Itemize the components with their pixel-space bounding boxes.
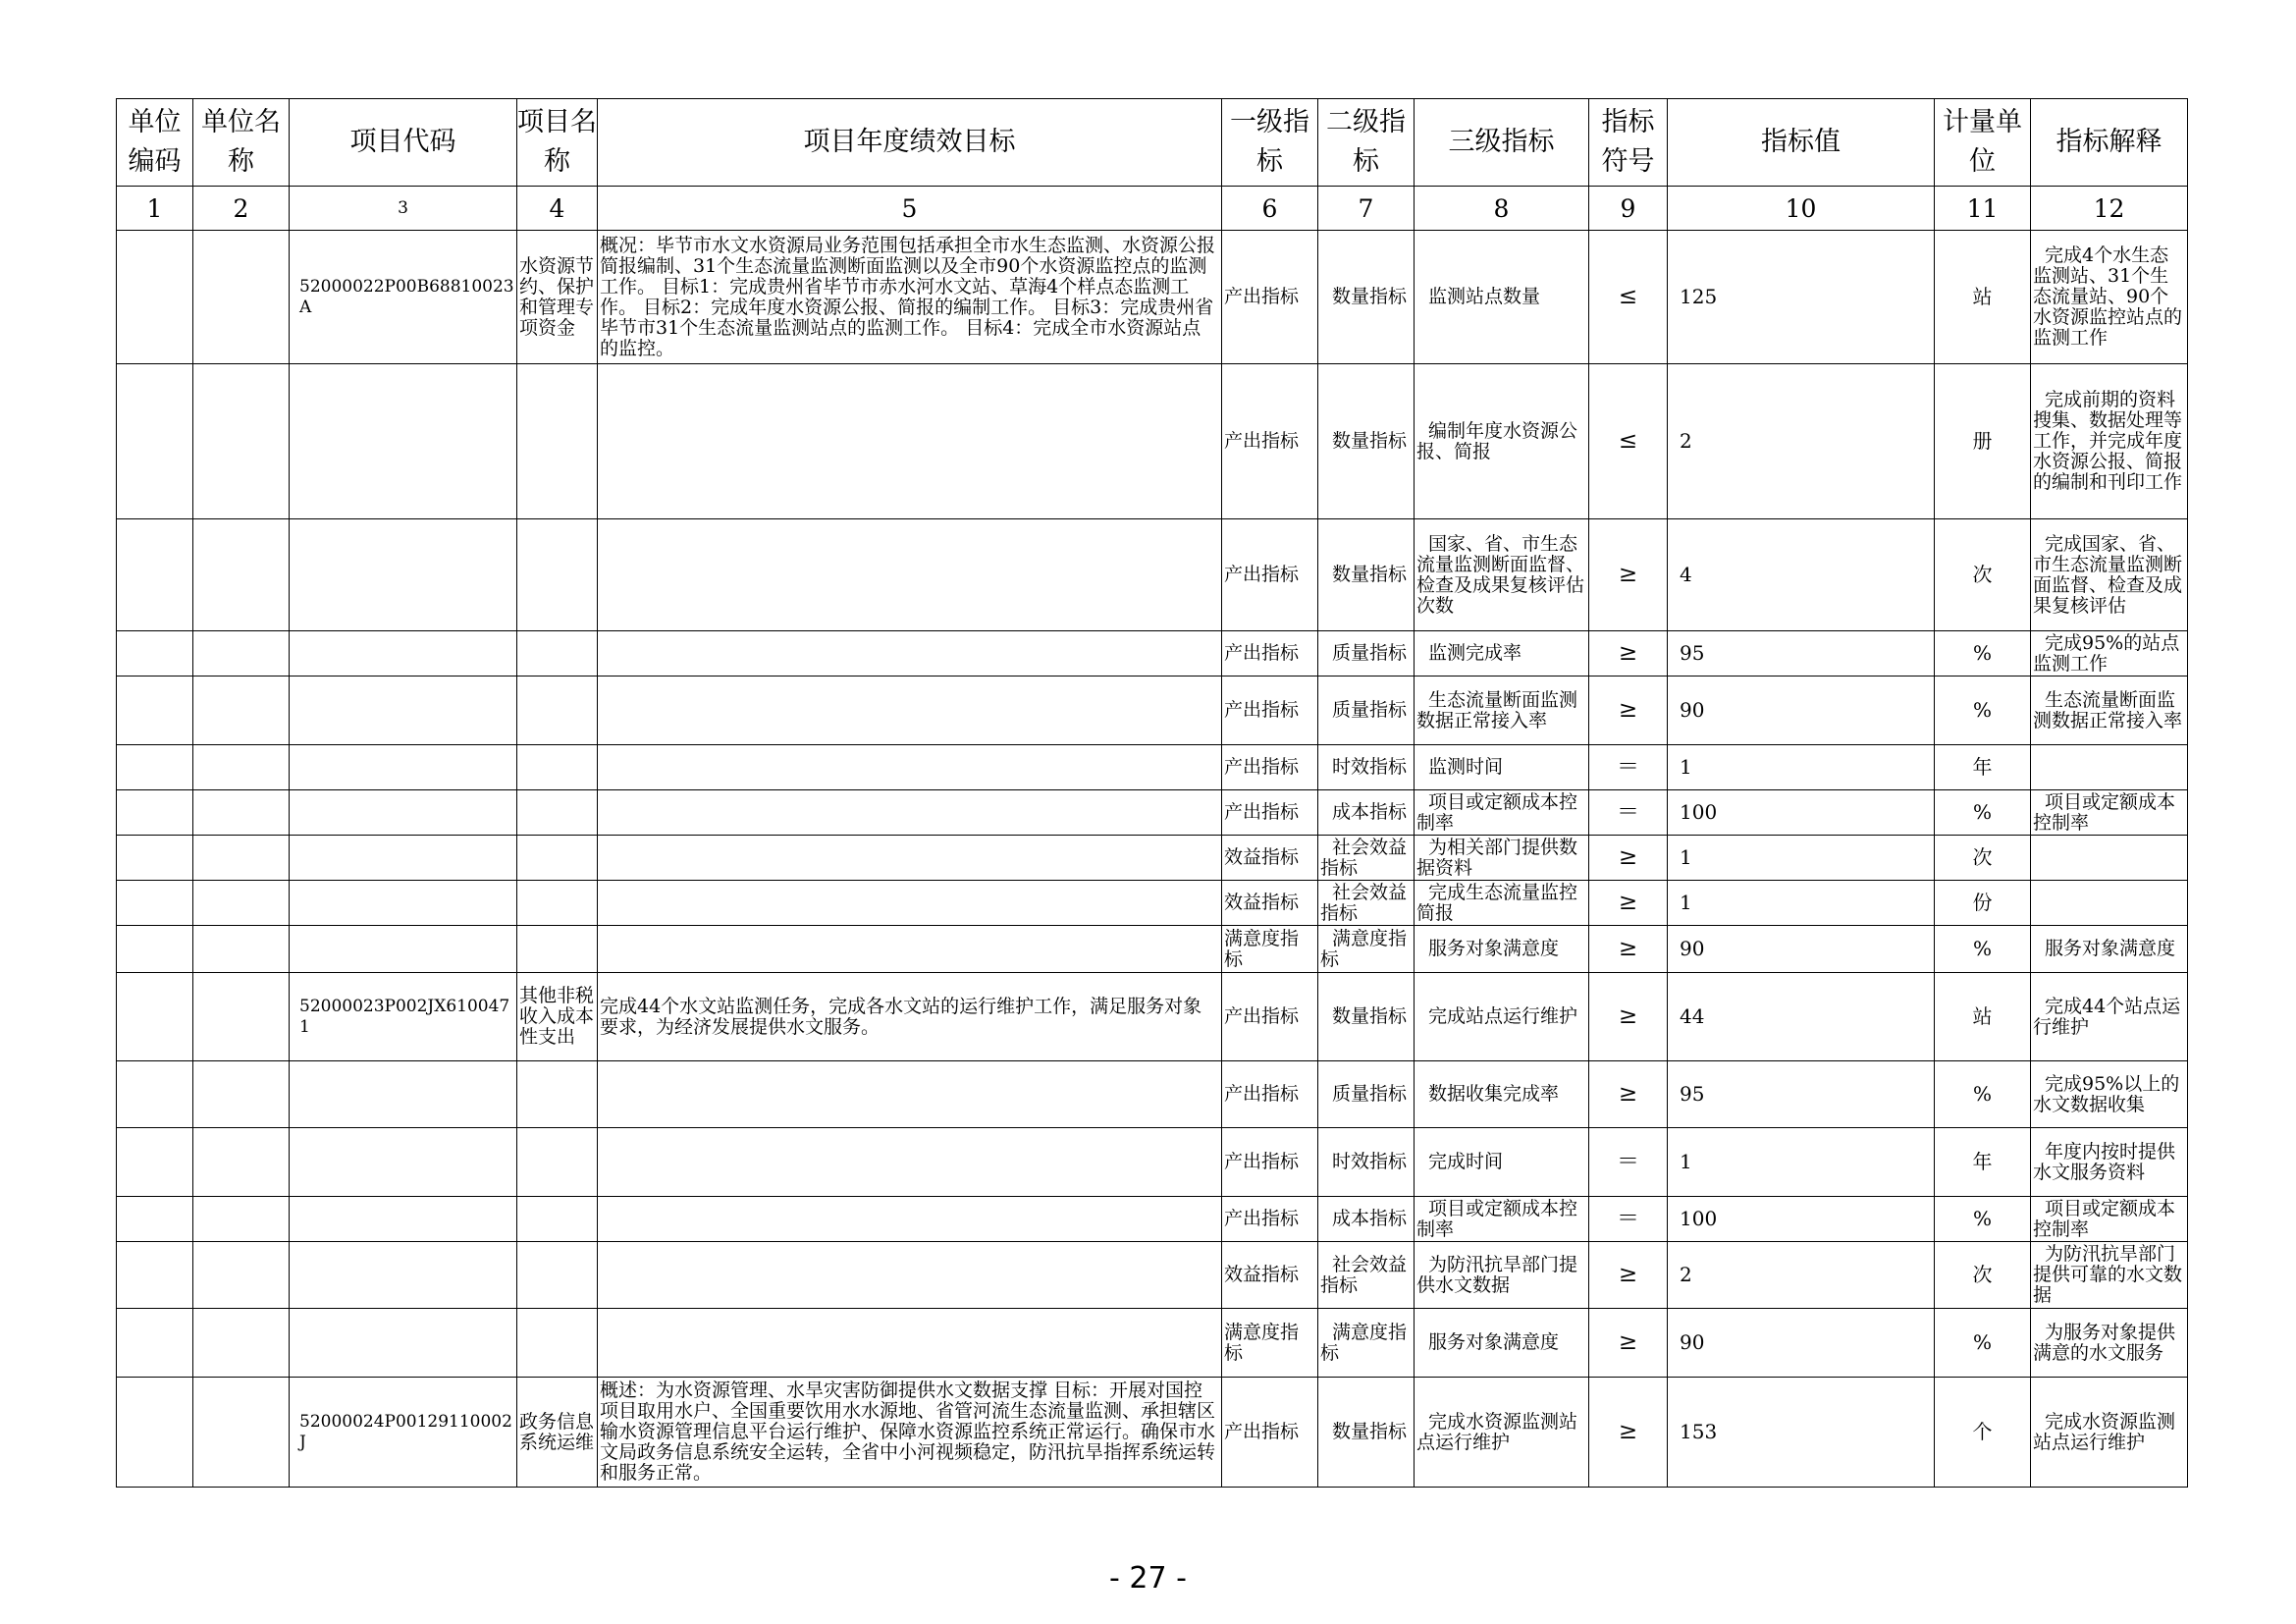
column-number: 5 bbox=[598, 187, 1222, 231]
header-cell: 指标解释 bbox=[2031, 99, 2188, 187]
cell-level2: 满意度指标 bbox=[1318, 1309, 1415, 1378]
cell-unit-code bbox=[117, 1197, 193, 1242]
header-row bbox=[117, 99, 2188, 187]
cell-unit: 次 bbox=[1935, 519, 2031, 631]
cell-goal bbox=[598, 1128, 1222, 1197]
cell-unit-code bbox=[117, 1309, 193, 1378]
cell-unit-code bbox=[117, 231, 193, 364]
cell-unit-code bbox=[117, 1378, 193, 1488]
cell-symbol: ≤ bbox=[1589, 364, 1668, 519]
cell-level3: 为相关部门提供数据资料 bbox=[1415, 836, 1589, 881]
cell-symbol: ≤ bbox=[1589, 231, 1668, 364]
cell-value: 1 bbox=[1668, 745, 1935, 790]
cell-level2: 时效指标 bbox=[1318, 1128, 1415, 1197]
cell-unit-code bbox=[117, 926, 193, 973]
cell-explain: 完成4个水生态监测站、31个生态流量站、90个水资源监控站点的监测工作 bbox=[2031, 231, 2188, 364]
cell-project-name bbox=[517, 364, 598, 519]
cell-project-name bbox=[517, 1197, 598, 1242]
cell-value: 90 bbox=[1668, 677, 1935, 745]
cell-goal: 完成44个水文站监测任务，完成各水文站的运行维护工作，满足服务对象要求，为经济发展提供水文服务。 bbox=[598, 973, 1222, 1061]
column-number-row bbox=[117, 187, 2188, 231]
column-number: 6 bbox=[1222, 187, 1318, 231]
cell-symbol: ＝ bbox=[1589, 745, 1668, 790]
cell-unit: 年 bbox=[1935, 1128, 2031, 1197]
cell-unit: 册 bbox=[1935, 364, 2031, 519]
cell-symbol: ≥ bbox=[1589, 1378, 1668, 1488]
table-row bbox=[117, 1197, 2188, 1242]
cell-unit-code bbox=[117, 1242, 193, 1309]
cell-unit-code bbox=[117, 1128, 193, 1197]
cell-symbol: ≥ bbox=[1589, 836, 1668, 881]
cell-unit: % bbox=[1935, 1309, 2031, 1378]
cell-unit-name bbox=[193, 519, 290, 631]
cell-project-code bbox=[290, 881, 517, 926]
cell-symbol: ≥ bbox=[1589, 926, 1668, 973]
cell-project-code: 52000023P002JX6100471 bbox=[290, 973, 517, 1061]
cell-value: 125 bbox=[1668, 231, 1935, 364]
cell-level3: 国家、省、市生态流量监测断面监督、检查及成果复核评估次数 bbox=[1415, 519, 1589, 631]
cell-value: 1 bbox=[1668, 836, 1935, 881]
cell-level1: 产出指标 bbox=[1222, 1378, 1318, 1488]
cell-level3: 为防汛抗旱部门提供水文数据 bbox=[1415, 1242, 1589, 1309]
cell-project-name bbox=[517, 926, 598, 973]
cell-unit-code bbox=[117, 677, 193, 745]
cell-value: 90 bbox=[1668, 926, 1935, 973]
cell-level1: 产出指标 bbox=[1222, 1197, 1318, 1242]
cell-level3: 服务对象满意度 bbox=[1415, 1309, 1589, 1378]
cell-unit-code bbox=[117, 836, 193, 881]
cell-goal bbox=[598, 519, 1222, 631]
cell-project-code bbox=[290, 836, 517, 881]
table-row bbox=[117, 1061, 2188, 1128]
column-number: 1 bbox=[117, 187, 193, 231]
cell-unit-code bbox=[117, 631, 193, 677]
cell-unit: 次 bbox=[1935, 836, 2031, 881]
cell-unit: % bbox=[1935, 677, 2031, 745]
cell-level1: 产出指标 bbox=[1222, 745, 1318, 790]
cell-unit-name bbox=[193, 1061, 290, 1128]
cell-project-name bbox=[517, 836, 598, 881]
cell-unit-name bbox=[193, 1128, 290, 1197]
cell-goal bbox=[598, 631, 1222, 677]
cell-level3: 完成时间 bbox=[1415, 1128, 1589, 1197]
header-cell: 项目年度绩效目标 bbox=[598, 99, 1222, 187]
cell-value: 1 bbox=[1668, 1128, 1935, 1197]
cell-goal bbox=[598, 790, 1222, 836]
cell-level3: 服务对象满意度 bbox=[1415, 926, 1589, 973]
cell-project-code: 52000022P00B68810023A bbox=[290, 231, 517, 364]
cell-value: 100 bbox=[1668, 790, 1935, 836]
table-row bbox=[117, 790, 2188, 836]
cell-level1: 产出指标 bbox=[1222, 519, 1318, 631]
header-cell: 指标值 bbox=[1668, 99, 1935, 187]
cell-explain: 完成95%以上的水文数据收集 bbox=[2031, 1061, 2188, 1128]
cell-explain: 年度内按时提供水文服务资料 bbox=[2031, 1128, 2188, 1197]
cell-explain bbox=[2031, 836, 2188, 881]
cell-unit-code bbox=[117, 973, 193, 1061]
table-row bbox=[117, 926, 2188, 973]
table-row bbox=[117, 231, 2188, 364]
cell-project-name bbox=[517, 677, 598, 745]
cell-project-code bbox=[290, 1197, 517, 1242]
cell-project-name bbox=[517, 519, 598, 631]
cell-value: 153 bbox=[1668, 1378, 1935, 1488]
cell-project-name: 政务信息系统运维 bbox=[517, 1378, 598, 1488]
cell-unit-code bbox=[117, 1061, 193, 1128]
cell-level3: 监测站点数量 bbox=[1415, 231, 1589, 364]
cell-level2: 时效指标 bbox=[1318, 745, 1415, 790]
cell-project-name: 水资源节约、保护和管理专项资金 bbox=[517, 231, 598, 364]
cell-project-code bbox=[290, 1309, 517, 1378]
cell-unit: % bbox=[1935, 790, 2031, 836]
cell-unit-name bbox=[193, 926, 290, 973]
cell-symbol: ≥ bbox=[1589, 677, 1668, 745]
cell-project-name bbox=[517, 1242, 598, 1309]
cell-unit-name bbox=[193, 231, 290, 364]
cell-unit-name bbox=[193, 973, 290, 1061]
cell-project-code: 52000024P00129110002J bbox=[290, 1378, 517, 1488]
cell-goal: 概况：毕节市水文水资源局业务范围包括承担全市水生态监测、水资源公报简报编制、31个生态流量监测断面监测以及全市90个水资源监控点的监测工作。 目标1：完成贵州省毕节市赤水河水文站、草海4个样点态监测工作。 目标2：完成年度水资源公报、简报的编制工作。 目标3：完成贵州省毕节市31个生态流量监测站点的监测工作。 目标4：完成全市水资源站点的监控。 bbox=[598, 231, 1222, 364]
cell-level2: 数量指标 bbox=[1318, 973, 1415, 1061]
cell-unit: 个 bbox=[1935, 1378, 2031, 1488]
table-row bbox=[117, 1128, 2188, 1197]
cell-project-name bbox=[517, 1061, 598, 1128]
table-row bbox=[117, 1242, 2188, 1309]
cell-unit-name bbox=[193, 881, 290, 926]
page-number: - 27 - bbox=[1109, 1561, 1187, 1596]
header-cell: 项目名称 bbox=[517, 99, 598, 187]
cell-unit-name bbox=[193, 1242, 290, 1309]
cell-unit: % bbox=[1935, 631, 2031, 677]
cell-level3: 完成生态流量监控简报 bbox=[1415, 881, 1589, 926]
column-number: 10 bbox=[1668, 187, 1935, 231]
cell-unit: % bbox=[1935, 1061, 2031, 1128]
table-row bbox=[117, 1309, 2188, 1378]
cell-value: 2 bbox=[1668, 1242, 1935, 1309]
table-row bbox=[117, 364, 2188, 519]
cell-value: 95 bbox=[1668, 1061, 1935, 1128]
cell-project-code bbox=[290, 519, 517, 631]
header-cell: 指标符号 bbox=[1589, 99, 1668, 187]
table-row bbox=[117, 973, 2188, 1061]
cell-goal bbox=[598, 1197, 1222, 1242]
cell-project-code bbox=[290, 926, 517, 973]
cell-level1: 产出指标 bbox=[1222, 1128, 1318, 1197]
cell-project-name bbox=[517, 745, 598, 790]
cell-value: 90 bbox=[1668, 1309, 1935, 1378]
column-number: 12 bbox=[2031, 187, 2188, 231]
header-cell: 项目代码 bbox=[290, 99, 517, 187]
cell-level3: 生态流量断面监测数据正常接入率 bbox=[1415, 677, 1589, 745]
cell-unit-code bbox=[117, 881, 193, 926]
cell-unit-code bbox=[117, 790, 193, 836]
cell-goal bbox=[598, 836, 1222, 881]
cell-unit-name bbox=[193, 631, 290, 677]
cell-project-code bbox=[290, 631, 517, 677]
table-row bbox=[117, 836, 2188, 881]
cell-level2: 数量指标 bbox=[1318, 231, 1415, 364]
cell-level1: 产出指标 bbox=[1222, 973, 1318, 1061]
cell-level1: 效益指标 bbox=[1222, 881, 1318, 926]
column-number: 7 bbox=[1318, 187, 1415, 231]
table-row bbox=[117, 677, 2188, 745]
cell-value: 4 bbox=[1668, 519, 1935, 631]
cell-value: 44 bbox=[1668, 973, 1935, 1061]
cell-unit-code bbox=[117, 364, 193, 519]
cell-project-code bbox=[290, 1242, 517, 1309]
cell-level3: 完成水资源监测站点运行维护 bbox=[1415, 1378, 1589, 1488]
cell-unit-name bbox=[193, 1309, 290, 1378]
header-cell: 单位名称 bbox=[193, 99, 290, 187]
table-row bbox=[117, 881, 2188, 926]
cell-level1: 产出指标 bbox=[1222, 631, 1318, 677]
cell-unit-name bbox=[193, 1378, 290, 1488]
header-cell: 二级指标 bbox=[1318, 99, 1415, 187]
cell-level3: 项目或定额成本控制率 bbox=[1415, 1197, 1589, 1242]
cell-explain: 为服务对象提供满意的水文服务 bbox=[2031, 1309, 2188, 1378]
cell-level1: 满意度指标 bbox=[1222, 1309, 1318, 1378]
cell-goal bbox=[598, 1061, 1222, 1128]
cell-explain: 项目或定额成本控制率 bbox=[2031, 790, 2188, 836]
cell-unit: 次 bbox=[1935, 1242, 2031, 1309]
cell-project-code bbox=[290, 1061, 517, 1128]
cell-unit-name bbox=[193, 677, 290, 745]
cell-explain: 完成水资源监测站点运行维护 bbox=[2031, 1378, 2188, 1488]
cell-explain: 服务对象满意度 bbox=[2031, 926, 2188, 973]
cell-symbol: ≥ bbox=[1589, 1242, 1668, 1309]
cell-explain: 完成前期的资料搜集、数据处理等工作，并完成年度水资源公报、简报的编制和刊印工作 bbox=[2031, 364, 2188, 519]
cell-explain: 项目或定额成本控制率 bbox=[2031, 1197, 2188, 1242]
column-number: 8 bbox=[1415, 187, 1589, 231]
cell-unit-code bbox=[117, 745, 193, 790]
cell-unit-name bbox=[193, 1197, 290, 1242]
cell-level2: 数量指标 bbox=[1318, 1378, 1415, 1488]
table-row bbox=[117, 631, 2188, 677]
cell-goal bbox=[598, 364, 1222, 519]
cell-project-name bbox=[517, 790, 598, 836]
performance-table bbox=[116, 98, 2188, 1488]
cell-level2: 质量指标 bbox=[1318, 1061, 1415, 1128]
cell-symbol: ≥ bbox=[1589, 973, 1668, 1061]
header-cell: 计量单位 bbox=[1935, 99, 2031, 187]
cell-level3: 监测完成率 bbox=[1415, 631, 1589, 677]
cell-project-code bbox=[290, 745, 517, 790]
cell-unit: 站 bbox=[1935, 973, 2031, 1061]
column-number: 11 bbox=[1935, 187, 2031, 231]
cell-level2: 成本指标 bbox=[1318, 790, 1415, 836]
cell-project-name bbox=[517, 881, 598, 926]
cell-symbol: ≥ bbox=[1589, 881, 1668, 926]
cell-level3: 项目或定额成本控制率 bbox=[1415, 790, 1589, 836]
cell-level2: 社会效益指标 bbox=[1318, 836, 1415, 881]
cell-unit-name bbox=[193, 745, 290, 790]
cell-level1: 满意度指标 bbox=[1222, 926, 1318, 973]
cell-level1: 产出指标 bbox=[1222, 1061, 1318, 1128]
cell-project-code bbox=[290, 677, 517, 745]
cell-level1: 产出指标 bbox=[1222, 677, 1318, 745]
cell-goal bbox=[598, 1242, 1222, 1309]
cell-explain: 完成44个站点运行维护 bbox=[2031, 973, 2188, 1061]
cell-project-code bbox=[290, 790, 517, 836]
cell-level2: 满意度指标 bbox=[1318, 926, 1415, 973]
cell-goal bbox=[598, 745, 1222, 790]
cell-project-name bbox=[517, 1128, 598, 1197]
cell-level3: 数据收集完成率 bbox=[1415, 1061, 1589, 1128]
cell-explain: 生态流量断面监测数据正常接入率 bbox=[2031, 677, 2188, 745]
cell-project-name bbox=[517, 1309, 598, 1378]
cell-symbol: ＝ bbox=[1589, 790, 1668, 836]
cell-value: 2 bbox=[1668, 364, 1935, 519]
cell-goal: 概述：为水资源管理、水旱灾害防御提供水文数据支撑 目标：开展对国控项目取用水户、全国重要饮用水水源地、省管河流生态流量监测、承担辖区输水资源管理信息平台运行维护、保障水资源监控系统正常运行。确保市水文局政务信息系统安全运转，全省中小河视频稳定，防汛抗旱指挥系统运转和服务正常。 bbox=[598, 1378, 1222, 1488]
cell-level2: 数量指标 bbox=[1318, 364, 1415, 519]
header-cell: 单位编码 bbox=[117, 99, 193, 187]
cell-unit: 年 bbox=[1935, 745, 2031, 790]
cell-explain bbox=[2031, 745, 2188, 790]
cell-level3: 编制年度水资源公报、简报 bbox=[1415, 364, 1589, 519]
cell-unit-name bbox=[193, 836, 290, 881]
column-number: 4 bbox=[517, 187, 598, 231]
cell-goal bbox=[598, 677, 1222, 745]
cell-level2: 社会效益指标 bbox=[1318, 1242, 1415, 1309]
cell-level1: 效益指标 bbox=[1222, 1242, 1318, 1309]
cell-symbol: ＝ bbox=[1589, 1128, 1668, 1197]
cell-level2: 质量指标 bbox=[1318, 631, 1415, 677]
cell-value: 1 bbox=[1668, 881, 1935, 926]
cell-goal bbox=[598, 881, 1222, 926]
cell-unit-name bbox=[193, 364, 290, 519]
cell-unit: % bbox=[1935, 1197, 2031, 1242]
header-cell: 一级指标 bbox=[1222, 99, 1318, 187]
cell-value: 95 bbox=[1668, 631, 1935, 677]
cell-project-name: 其他非税收入成本性支出 bbox=[517, 973, 598, 1061]
cell-unit-name bbox=[193, 790, 290, 836]
cell-goal bbox=[598, 1309, 1222, 1378]
cell-level2: 质量指标 bbox=[1318, 677, 1415, 745]
cell-level2: 成本指标 bbox=[1318, 1197, 1415, 1242]
cell-level2: 数量指标 bbox=[1318, 519, 1415, 631]
cell-value: 100 bbox=[1668, 1197, 1935, 1242]
table-body bbox=[117, 231, 2188, 1488]
cell-project-code bbox=[290, 364, 517, 519]
cell-level1: 产出指标 bbox=[1222, 790, 1318, 836]
cell-explain: 为防汛抗旱部门提供可靠的水文数据 bbox=[2031, 1242, 2188, 1309]
cell-symbol: ≥ bbox=[1589, 519, 1668, 631]
cell-level3: 完成站点运行维护 bbox=[1415, 973, 1589, 1061]
column-number: 3 bbox=[290, 187, 517, 231]
cell-symbol: ＝ bbox=[1589, 1197, 1668, 1242]
cell-explain: 完成95%的站点监测工作 bbox=[2031, 631, 2188, 677]
cell-explain: 完成国家、省、市生态流量监测断面监督、检查及成果复核评估 bbox=[2031, 519, 2188, 631]
table-row bbox=[117, 745, 2188, 790]
cell-level1: 产出指标 bbox=[1222, 364, 1318, 519]
cell-unit: 站 bbox=[1935, 231, 2031, 364]
cell-explain bbox=[2031, 881, 2188, 926]
cell-level1: 效益指标 bbox=[1222, 836, 1318, 881]
column-number: 2 bbox=[193, 187, 290, 231]
table-row bbox=[117, 519, 2188, 631]
table-row bbox=[117, 1378, 2188, 1488]
cell-symbol: ≥ bbox=[1589, 1309, 1668, 1378]
cell-goal bbox=[598, 926, 1222, 973]
column-number: 9 bbox=[1589, 187, 1668, 231]
cell-symbol: ≥ bbox=[1589, 631, 1668, 677]
cell-symbol: ≥ bbox=[1589, 1061, 1668, 1128]
cell-unit-code bbox=[117, 519, 193, 631]
cell-project-name bbox=[517, 631, 598, 677]
cell-level3: 监测时间 bbox=[1415, 745, 1589, 790]
cell-project-code bbox=[290, 1128, 517, 1197]
cell-level2: 社会效益指标 bbox=[1318, 881, 1415, 926]
cell-unit: 份 bbox=[1935, 881, 2031, 926]
cell-level1: 产出指标 bbox=[1222, 231, 1318, 364]
header-cell: 三级指标 bbox=[1415, 99, 1589, 187]
cell-unit: % bbox=[1935, 926, 2031, 973]
